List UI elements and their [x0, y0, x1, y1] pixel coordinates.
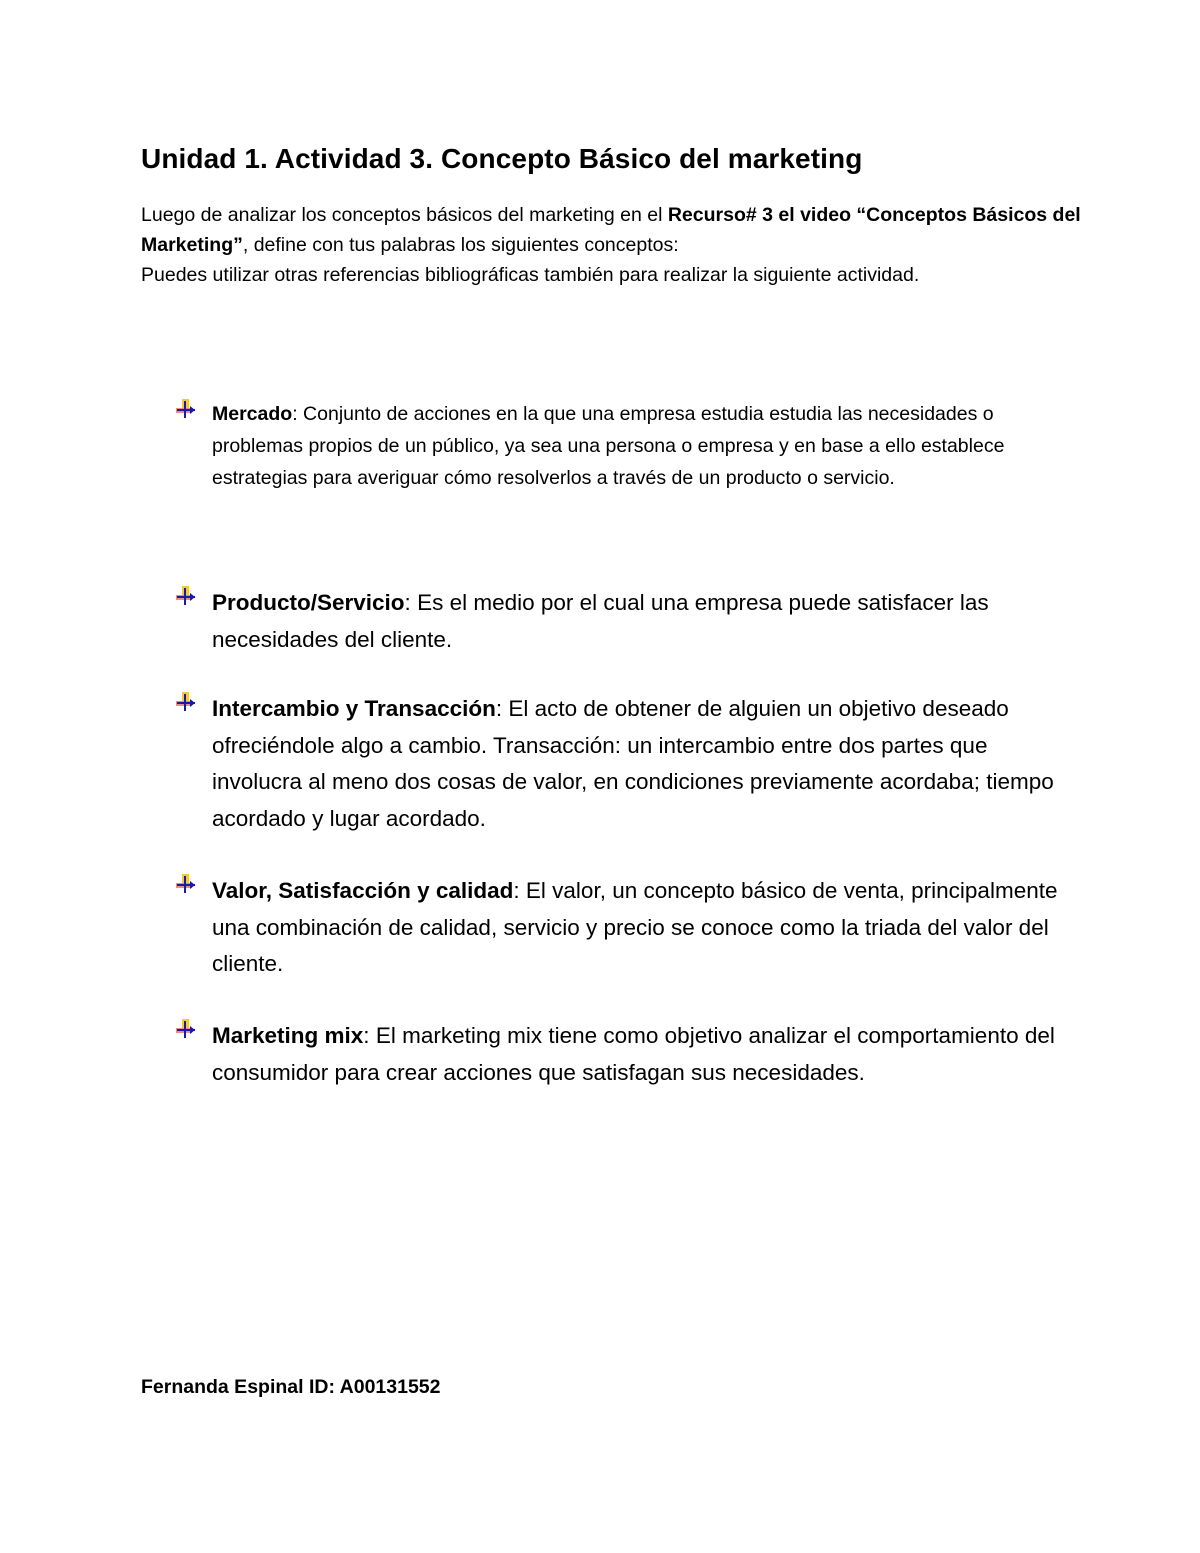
concept-separator: :	[513, 878, 526, 903]
concept-separator: :	[404, 590, 418, 615]
arrow-bullet-icon	[175, 585, 197, 607]
concept-definition: El valor, un concepto básico de venta, principalmente una combinación de calidad, servicio y precio se conoce como la triada del valor del cliente.	[212, 878, 1058, 976]
intro-tail-text: , define con tus palabras los siguientes conceptos:	[242, 234, 679, 256]
concept-term: Mercado	[212, 403, 293, 425]
arrow-bullet-icon	[175, 398, 197, 420]
intro-paragraph	[141, 200, 1101, 290]
intro-plain-text: Luego de analizar los conceptos básicos del marketing en el	[141, 204, 668, 226]
concept-term: Intercambio y Transacción	[212, 696, 496, 721]
concept-separator: :	[363, 1023, 376, 1048]
concept-definition: El marketing mix tiene como objetivo analizar el comportamiento del consumidor para crear acciones que satisfagan sus necesidades.	[212, 1023, 1055, 1085]
concept-term: Valor, Satisfacción y calidad	[212, 878, 514, 903]
concept-definition: Conjunto de acciones en la que una empresa estudia estudia las necesidades o problemas propios de un público, ya sea una persona o empresa y en base a ello establece estrategias para averiguar cómo resolverlos a través de un producto o servicio.	[212, 403, 1005, 489]
concept-definition: Es el medio por el cual una empresa puede satisfacer las necesidades del cliente.	[212, 590, 989, 652]
concept-separator: :	[495, 696, 509, 721]
concept-text	[212, 398, 1082, 494]
concept-text	[212, 691, 1082, 837]
concept-term: Marketing mix	[212, 1023, 364, 1048]
arrow-bullet-icon	[175, 691, 197, 713]
concept-separator: :	[292, 403, 304, 425]
arrow-bullet-icon	[175, 873, 197, 895]
concept-text	[212, 585, 1082, 658]
intro-line-1	[141, 200, 1101, 260]
intro-resource-reference: Recurso# 3 el video “Conceptos Básicos del Marketing”	[141, 204, 1081, 256]
concept-definition: El acto de obtener de alguien un objetivo deseado ofreciéndole algo a cambio. Transacción: un intercambio entre dos partes que involucra al meno dos cosas de valor, en condiciones previamente acordaba; tiempo acordado y lugar acordado.	[212, 696, 1054, 831]
concept-text	[212, 1018, 1082, 1091]
document-title: Unidad 1. Actividad 3. Concepto Básico del marketing	[141, 143, 863, 174]
intro-line-2: Puedes utilizar otras referencias bibliográficas también para realizar la siguiente actividad.	[141, 264, 920, 286]
author-signature: Fernanda Espinal ID: A00131552	[141, 1376, 441, 1398]
arrow-bullet-icon	[175, 1018, 197, 1040]
concept-term: Producto/Servicio	[212, 590, 405, 615]
concept-text	[212, 873, 1082, 983]
